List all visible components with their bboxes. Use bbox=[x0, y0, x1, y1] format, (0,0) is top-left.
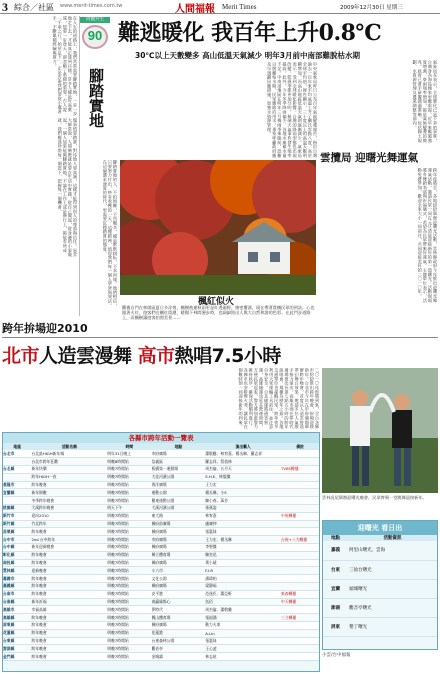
photo2-credit: 小雲/台中福報 bbox=[322, 653, 351, 658]
table-cell bbox=[281, 637, 319, 645]
table-cell bbox=[281, 645, 319, 653]
table-cell: 跨年晚會 bbox=[31, 559, 107, 567]
table-cell: 羅志祥、蔡依林 bbox=[205, 458, 281, 466]
events-table-box bbox=[2, 432, 320, 672]
table-cell: 跨年晚會 bbox=[31, 629, 107, 637]
table-cell bbox=[281, 458, 319, 466]
table-cell: 台東森林公園 bbox=[152, 637, 206, 645]
table-cell: 運動公園 bbox=[152, 489, 206, 497]
table-cell: 縣府前廣場 bbox=[152, 520, 206, 528]
table-row bbox=[3, 489, 319, 497]
events-table-header bbox=[3, 443, 319, 450]
badge-label: 同體共生 bbox=[80, 17, 110, 23]
table-row bbox=[3, 637, 319, 645]
table-cell: 跨年晚會 bbox=[31, 614, 107, 622]
table-cell bbox=[281, 575, 319, 583]
table-cell: 文化公園 bbox=[152, 575, 206, 583]
table-cell: 跨年晚會 bbox=[31, 622, 107, 630]
photo-caption-title: 楓紅似火 bbox=[198, 297, 235, 307]
table-cell: 南瀛綠都心 bbox=[152, 598, 206, 606]
column-title: 腳踏實地 bbox=[87, 68, 105, 128]
table-cell: 明晚8時開始 bbox=[107, 458, 151, 466]
table-cell: 苗栗縣 bbox=[3, 528, 31, 536]
table-cell bbox=[281, 520, 319, 528]
table-row bbox=[3, 551, 319, 559]
table-cell: 安平港 bbox=[152, 590, 206, 598]
table-cell: 明晚7時開始 bbox=[107, 575, 151, 583]
table-row bbox=[3, 653, 319, 661]
table-cell: 金門縣 bbox=[3, 653, 31, 661]
table-cell: 跨年晚會 bbox=[31, 575, 107, 583]
table-row bbox=[3, 450, 319, 458]
table-cell: 周杰倫、五月天 bbox=[205, 466, 281, 474]
table-cell: 明晚7時開始 bbox=[107, 567, 151, 575]
table-cell: F.I.R bbox=[205, 567, 281, 575]
autumn-maple-photo bbox=[120, 160, 316, 295]
section-label: 綜合／社區 bbox=[14, 3, 54, 12]
events-table bbox=[3, 443, 319, 661]
table-cell: 明晚7時開始 bbox=[107, 551, 151, 559]
table-row bbox=[3, 466, 319, 474]
table-row bbox=[3, 622, 319, 630]
table-cell: 斗六市 bbox=[152, 567, 206, 575]
info-col-place: 地點 bbox=[331, 536, 341, 541]
table-row bbox=[3, 481, 319, 489]
list-item bbox=[323, 579, 437, 598]
table-cell: 彰化縣 bbox=[3, 551, 31, 559]
paper-logo: 人間福報 bbox=[175, 4, 215, 15]
table-cell: 羅東運動公園 bbox=[152, 497, 206, 505]
table-cell bbox=[3, 497, 31, 505]
table-cell: 跨年晚會 bbox=[31, 645, 107, 653]
table-row bbox=[3, 497, 319, 505]
table-cell: 台東 bbox=[323, 560, 348, 579]
table-cell: 明晚7時開始 bbox=[107, 645, 151, 653]
paper-logo-en: Merit Times bbox=[222, 3, 257, 11]
table-cell: 跨年晚會 bbox=[31, 481, 107, 489]
dancing-photo-caption: 雲林虎尾舉辦迎曙光晚會，民眾齊聚一堂跳舞迎接新年。 bbox=[322, 495, 427, 500]
table-cell: 中天轉播 bbox=[281, 598, 319, 606]
info-table bbox=[323, 535, 437, 637]
list-item bbox=[323, 598, 437, 617]
table-cell: S.H.E、林俊傑 bbox=[205, 473, 281, 481]
info-col-detail: 活動資訊 bbox=[383, 536, 402, 541]
table-cell: 黃小琥 bbox=[205, 559, 281, 567]
body-text-left-2: 做事情要踏實，對待他人要真誠，這樣才能得到別人的尊重與信任。星雲大師常說，人間佛教就是要在生活中實踐，從自己做起，從身邊的小事做起。一個人如果能夠腳踏實地，不論在工作上或是修行上，都能有所成就。我們應該珍惜每一個當下，把握每一個機會。 bbox=[57, 118, 78, 257]
table-cell: 動力火車 bbox=[205, 622, 281, 630]
table-cell: 大溪河濱公園 bbox=[152, 505, 206, 513]
table-cell: 王力宏 bbox=[205, 481, 281, 489]
page-number: 3 bbox=[2, 0, 8, 14]
table-cell: 王力宏、楊丞琳 bbox=[205, 536, 281, 544]
table-cell: 雲林縣 bbox=[3, 567, 31, 575]
table-cell: 嘉義市 bbox=[3, 575, 31, 583]
column-divider bbox=[79, 16, 80, 316]
table-row bbox=[3, 512, 319, 520]
table-cell: 台南縣 bbox=[3, 598, 31, 606]
headline-city-taipei: 北市 bbox=[2, 345, 40, 367]
table-cell: 范逸臣、蕭亞軒 bbox=[205, 590, 281, 598]
info-box-title-b: 看日出 bbox=[381, 524, 403, 532]
table-cell: 夢時代 bbox=[152, 606, 206, 614]
table-cell: 跨年晚會 bbox=[31, 653, 107, 661]
sub-headline: 30℃以上天數變多 高山低溫天氣減少 明年3月前中南部難脫枯水期 bbox=[135, 51, 360, 60]
table-cell: 蕭敬騰、林宥嘉、楊丞琳、羅志祥 bbox=[205, 450, 281, 458]
table-cell: 新竹市 bbox=[3, 512, 31, 520]
table-cell: 明晚7時開始 bbox=[107, 489, 151, 497]
table-cell: 縣府廣場 bbox=[152, 544, 206, 552]
dancing-photo bbox=[322, 368, 438, 493]
table-row bbox=[3, 473, 319, 481]
table-cell: 新年快樂 bbox=[31, 466, 107, 474]
table-cell: 宜蘭 bbox=[323, 579, 348, 598]
table-cell: 觀音亭曙光 bbox=[348, 598, 437, 617]
table-cell bbox=[281, 481, 319, 489]
table-cell: 台北市 bbox=[3, 450, 31, 458]
table-cell: 迎新晚會 bbox=[31, 567, 107, 575]
table-cell: 明晚7時開始 bbox=[107, 536, 151, 544]
table-cell: 張惠妹 bbox=[205, 637, 281, 645]
article-body-right: 氣象局長表示，全球暖化已是不爭的事實，台灣身為海島國家更應重視。近年來颱風強度增強，豪雨頻率增加，都是氣候變遷的徵兆。政府已著手研擬調適策略，包括國土規劃、水資源管理及農業調整等面向。 bbox=[412, 60, 438, 143]
table-cell: 東大路 bbox=[152, 512, 206, 520]
table-row bbox=[3, 606, 319, 614]
column-badge bbox=[80, 17, 110, 51]
table-row bbox=[3, 629, 319, 637]
table-cell: 明晚7時開始 bbox=[107, 520, 151, 528]
sunrise-info-box bbox=[322, 520, 438, 650]
table-cell: 縣府廣場 bbox=[152, 528, 206, 536]
table-cell: 張惠妹 bbox=[205, 528, 281, 536]
side-story-title: 雲攬局 迎曙光舞運氣 bbox=[320, 152, 419, 164]
body-text-left-3: 腳踏實地的人，不怕困難，不畏艱辛，總是默默耕耘，不求回報。他們相信，只要努力付出，終有收穫的一天。這種精神，值得我們每一個人學習與效法。在這個講求速度的時代，更需要沉穩踏實的態度。 bbox=[102, 160, 118, 308]
table-cell: 南投縣 bbox=[3, 559, 31, 567]
table-cell: 高雄市 bbox=[3, 606, 31, 614]
table-cell: 縣府廣場 bbox=[152, 559, 206, 567]
table-cell: 伍佰 bbox=[205, 598, 281, 606]
table-cell: 信義區 bbox=[152, 458, 206, 466]
table-cell: 新竹縣 bbox=[3, 520, 31, 528]
table-cell: 新年迎新晚會 bbox=[31, 544, 107, 552]
table-cell bbox=[281, 653, 319, 661]
table-cell: 鳳山體育場 bbox=[152, 614, 206, 622]
table-cell: 明晚7時開始 bbox=[107, 473, 151, 481]
table-row bbox=[3, 575, 319, 583]
table-cell: 孫燕姿 bbox=[205, 505, 281, 513]
table-cell: 新年倒數 bbox=[31, 489, 107, 497]
table-cell: 盧廣仲 bbox=[205, 520, 281, 528]
table-row bbox=[3, 645, 319, 653]
table-cell: 台中縣 bbox=[3, 544, 31, 552]
table-cell: 明晚7時開始 bbox=[107, 629, 151, 637]
body-text-left-1: 在人生的道路上，我們常常需要腳踏實地，一步一步地走下去，才能真正達到目標。許多人總是好高騖遠，想要一步登天，卻忽略了基礎的重要。古人說：「千里之行，始於足下」，正是告訴我們要從小處著手，不斷累積經驗與實力。 bbox=[52, 16, 78, 116]
table-row bbox=[3, 458, 319, 466]
table-cell: 明晚7時開始 bbox=[107, 606, 151, 614]
table-cell: 台北最HIGH新年城 bbox=[31, 450, 107, 458]
site-url: www.merit-times.com.tw bbox=[60, 3, 123, 9]
table-cell: 市府廣場 bbox=[152, 536, 206, 544]
badge-number: 90 bbox=[87, 28, 103, 43]
table-cell: 台中市 bbox=[3, 536, 31, 544]
table-cell: 迎向2010 bbox=[31, 512, 107, 520]
table-cell bbox=[3, 458, 31, 466]
table-cell: 明天下午 bbox=[107, 505, 151, 513]
col-header-venue: 地點 bbox=[174, 443, 183, 449]
table-cell: 竹北跨年 bbox=[31, 520, 107, 528]
table-cell bbox=[281, 450, 319, 458]
table-cell: 楊丞琳、小S bbox=[205, 489, 281, 497]
issue-date: 2009年12月30日 星期三 bbox=[340, 5, 403, 11]
table-cell bbox=[281, 583, 319, 591]
table-cell: 跨年HIGH一夜 bbox=[31, 473, 107, 481]
table-cell: 明晚7時開始 bbox=[107, 559, 151, 567]
table-cell: 跨年晚會 bbox=[31, 637, 107, 645]
table-cell: 明晚7時開始 bbox=[107, 512, 151, 520]
table-cell: 明晚7時開始 bbox=[107, 466, 151, 474]
table-cell bbox=[281, 544, 319, 552]
table-cell: 縣府廣場 bbox=[152, 583, 206, 591]
table-cell: 周杰倫、蕭敬騰 bbox=[205, 606, 281, 614]
table-row bbox=[3, 583, 319, 591]
table-cell: 嘉義 bbox=[323, 541, 348, 560]
table-cell: 林宥嘉 bbox=[205, 512, 281, 520]
table-cell: A-Lin bbox=[205, 629, 281, 637]
feature-kicker bbox=[2, 320, 142, 336]
info-box-title bbox=[323, 521, 437, 535]
list-item bbox=[323, 560, 437, 579]
table-cell: 張韶涵 bbox=[205, 614, 281, 622]
list-item bbox=[323, 617, 437, 636]
photo-caption-body: 觀霧自門在林園區夏日多涼爽，楓樹被連秋雨更是紅透遍野，綿密覆澆。現在帶著賞楓民眾的到訪，心也跟著火紅，遊客們在楓紅陰濃，暖陽下林間漫步時，也細細寫出人與大自然和諧的色彩。在此門步道路上，而楓樹讓遊客拍照美景…… bbox=[122, 305, 315, 320]
feature-headline bbox=[2, 341, 438, 365]
table-cell: 澎湖 bbox=[323, 598, 348, 617]
table-cell bbox=[281, 505, 319, 513]
table-cell: 陳奕迅 bbox=[205, 551, 281, 559]
table-cell: 2nd 台中跨年 bbox=[31, 536, 107, 544]
table-cell: 三立轉播 bbox=[281, 614, 319, 622]
table-cell: 跨年晚會 bbox=[31, 583, 107, 591]
table-cell: 潘瑋柏 bbox=[205, 575, 281, 583]
table-cell: 幸福高雄 bbox=[31, 606, 107, 614]
table-cell: 高雄縣 bbox=[3, 614, 31, 622]
table-cell: 觀音亭 bbox=[152, 645, 206, 653]
table-cell bbox=[281, 622, 319, 630]
side-story-body: 跨年夜將至，各地紛紛舉辦迎曙光活動，雲林縣政府今年推出迎曙光舞運氣活動，邀請民眾一同在元旦清晨迎接新年的第一道曙光。活動現場將有舞蹈表演與祈福儀式，希望為民眾帶來好運氣。主辦單位表示，活動免費參加，歡迎全家大小一同前往，共同迎接美好的二〇一〇年。 bbox=[417, 168, 438, 303]
table-row bbox=[3, 590, 319, 598]
table-cell: 宜蘭縣 bbox=[3, 489, 31, 497]
table-cell: 明晚7時開始 bbox=[107, 622, 151, 630]
table-cell: 大佳河濱公園 bbox=[152, 473, 206, 481]
table-cell: 海洋廣場 bbox=[152, 481, 206, 489]
table-row bbox=[3, 505, 319, 513]
table-cell: 明晚7時開始 bbox=[107, 637, 151, 645]
table-cell: 冬季跨年晚會 bbox=[31, 497, 107, 505]
table-cell: 明年31日晚上 bbox=[107, 450, 151, 458]
table-row bbox=[3, 536, 319, 544]
table-cell: 板橋第一運動場 bbox=[152, 466, 206, 474]
table-cell: 台視+八大轉播 bbox=[281, 536, 319, 544]
table-cell: 跨年晚會 bbox=[31, 590, 107, 598]
table-row bbox=[3, 614, 319, 622]
col-header-note: 備註 bbox=[296, 443, 304, 449]
table-cell bbox=[281, 551, 319, 559]
table-cell bbox=[281, 489, 319, 497]
table-cell: 屏東 bbox=[323, 617, 348, 636]
table-cell: 花蓮港 bbox=[152, 629, 206, 637]
col-header-event: 活動名稱 bbox=[61, 443, 77, 449]
table-cell: 跨年晚會 bbox=[31, 528, 107, 536]
table-cell: 花蓮縣 bbox=[3, 629, 31, 637]
table-cell: 屏東縣 bbox=[3, 622, 31, 630]
table-cell: 縣立體育場 bbox=[152, 551, 206, 559]
table-row bbox=[3, 567, 319, 575]
table-cell: 桃園縣 bbox=[3, 505, 31, 513]
table-cell bbox=[281, 629, 319, 637]
table-cell: 明晚7時開始 bbox=[107, 598, 151, 606]
events-table-title: 各縣市跨年活動一覽表 bbox=[3, 433, 319, 443]
table-cell: 基隆市 bbox=[3, 481, 31, 489]
table-cell bbox=[281, 606, 319, 614]
table-cell: 市府廣場 bbox=[152, 450, 206, 458]
table-cell: 林志炫 bbox=[205, 653, 281, 661]
table-row bbox=[3, 528, 319, 536]
headline-taipei-text: 人造雲漫舞 bbox=[39, 345, 138, 367]
masthead-bar bbox=[0, 0, 440, 14]
table-cell: 台東縣 bbox=[3, 637, 31, 645]
table-cell: 明晚7時開始 bbox=[107, 528, 151, 536]
table-cell: 明晚7時開始 bbox=[107, 544, 151, 552]
table-cell: 台北縣 bbox=[3, 466, 31, 474]
table-cell bbox=[3, 473, 31, 481]
article-body-main: 中央氣象局昨日公布百年氣候變遷報告，指出台灣過去一百年來平均氣溫上升了攝氏零點八度，高於全球平均值。報告顯示，三十度以上的高溫天數明顯增加，而高山地區低溫天氣則逐漸減少。氣象局表示，受到全球暖化影響，台灣的降雨型態也出現改變，乾濕季節更加分明，極端天氣事件發生頻率提高。此外，今年冬季降雨偏少，各地水庫蓄水量不足，中南部地區在明年三月梅雨季來臨前，恐難以脫離枯水期，民眾應節約用水。專家呼籲政府應及早規劃因應措施，加強水資源管理。 bbox=[267, 62, 318, 158]
table-row bbox=[3, 598, 319, 606]
table-cell: 澎湖縣 bbox=[3, 645, 31, 653]
table-cell: 中視轉播 bbox=[281, 512, 319, 520]
col-header-time: 時間 bbox=[125, 443, 134, 449]
table-cell: 頭城曙光 bbox=[348, 579, 437, 598]
table-row bbox=[3, 559, 319, 567]
table-cell bbox=[281, 567, 319, 575]
table-cell: 明晚7時開始 bbox=[107, 590, 151, 598]
table-cell: 跨年晚會 bbox=[31, 551, 107, 559]
table-cell bbox=[281, 473, 319, 481]
table-cell: 明晚7時開始 bbox=[107, 583, 151, 591]
table-cell: 台北市跨年狂歡 bbox=[31, 458, 107, 466]
table-cell: 梁靜茹 bbox=[205, 583, 281, 591]
table-cell bbox=[281, 559, 319, 567]
table-cell: 阿里山曙光、雲海 bbox=[348, 541, 437, 560]
table-cell: 東森轉播 bbox=[281, 590, 319, 598]
table-cell: 明晚7時開始 bbox=[107, 614, 151, 622]
feature-body: 二〇一〇年即將到來，全台各縣市紛紛推出跨年晚會，拚場迎接新年。台北市今年在市府廣場舉辦跨年晚會，首度以人造雲營造夢幻舞台效果，邀請多位人氣歌手接力演出。高雄市則在夢時代廣場推出長達七點五小時的跨年演唱會，規模為歷年之最。各地交通單位也提醒民眾，跨年夜多利用大眾運輸工具前往，並注意自身安全。台北捷運將通宵營運，高雄捷運也延長營運時間，方便民眾返家。警方將加派警力維持秩序，確保活動順利進行。各縣市也安排煙火秀，讓民眾在倒數時刻一同迎接新年的到來。 bbox=[238, 368, 320, 429]
table-cell: 陳小春、萬芳 bbox=[205, 497, 281, 505]
table-cell: 李聖傑 bbox=[205, 544, 281, 552]
info-box-title-a: 迎曙光 bbox=[357, 524, 379, 532]
col-header-artists: 演出藝人 bbox=[235, 443, 251, 449]
table-cell: 明晚7時開始 bbox=[107, 481, 151, 489]
table-cell: 新年祈福 bbox=[31, 598, 107, 606]
table-row bbox=[3, 520, 319, 528]
main-headline: 難逃暖化 我百年上升0.8℃ bbox=[118, 20, 382, 46]
table-cell: 嘉義縣 bbox=[3, 583, 31, 591]
table-cell: 王心凌 bbox=[205, 645, 281, 653]
table-cell: 台南市 bbox=[3, 590, 31, 598]
table-cell: 金城鎮 bbox=[152, 653, 206, 661]
table-cell: TVBS轉播 bbox=[281, 466, 319, 474]
headline-city-kaohsiung: 高市 bbox=[137, 345, 175, 367]
table-cell bbox=[281, 528, 319, 536]
table-cell: 縣府廣場 bbox=[152, 622, 206, 630]
table-cell: 墾丁曙光 bbox=[348, 617, 437, 636]
table-cell bbox=[281, 497, 319, 505]
table-cell: 大溪跨年晚會 bbox=[31, 505, 107, 513]
list-item bbox=[323, 541, 437, 560]
table-cell: 三仙台曙光 bbox=[348, 560, 437, 579]
feature-divider bbox=[2, 337, 438, 338]
table-cell: 明晚7時開始 bbox=[107, 653, 151, 661]
col-header-region: 地區 bbox=[13, 443, 22, 449]
feature-kicker-text: 跨年拚場迎2010 bbox=[2, 322, 88, 335]
table-cell: 明晚7時開始 bbox=[107, 497, 151, 505]
headline-kaohsiung-text: 熱唱7.5小時 bbox=[174, 345, 281, 367]
table-row bbox=[3, 544, 319, 552]
